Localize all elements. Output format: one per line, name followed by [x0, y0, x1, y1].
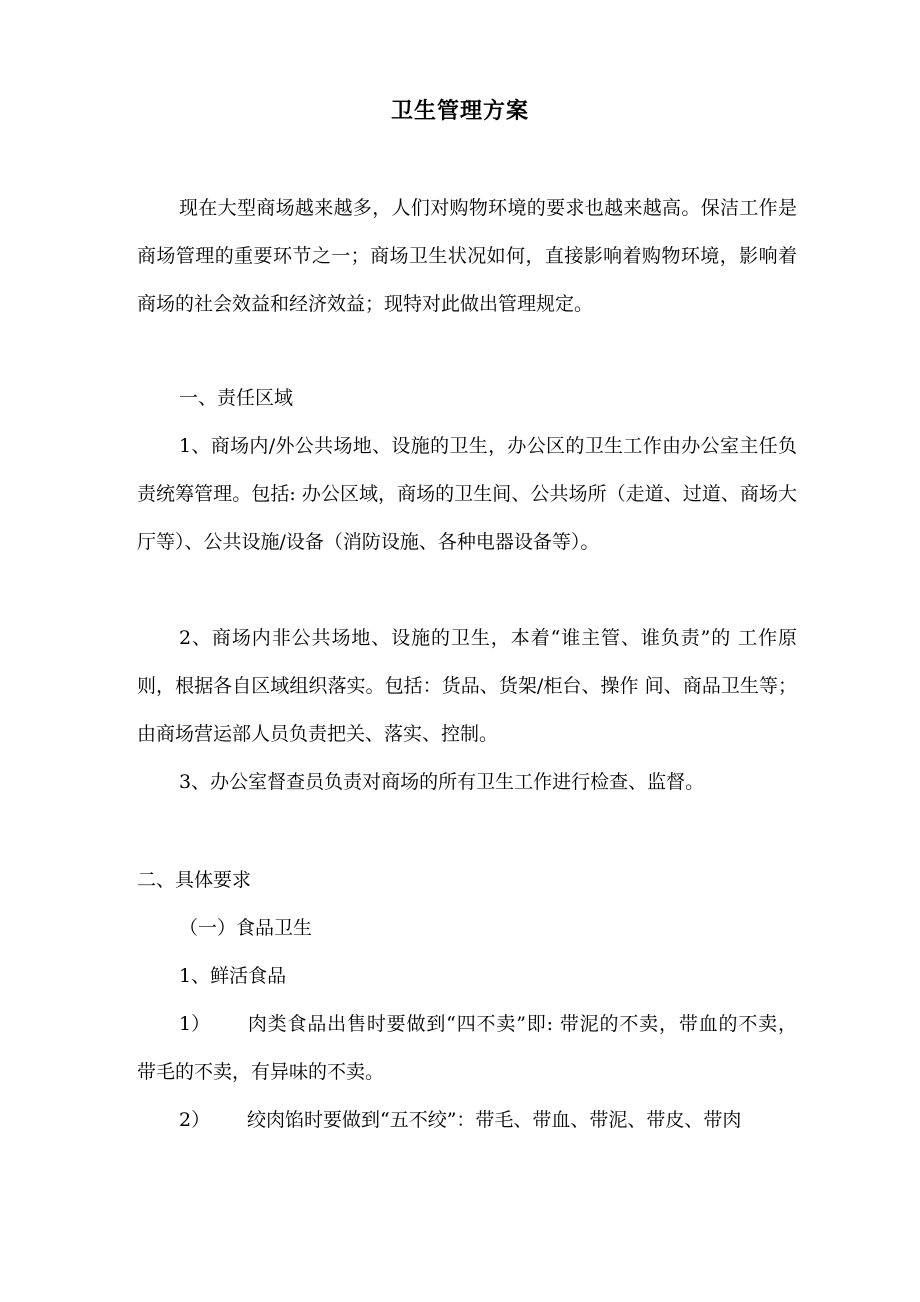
subsection-heading-fresh-food: 1、鲜活食品	[179, 965, 287, 987]
section-heading-requirements: 二、具体要求	[137, 869, 252, 891]
requirement-item-number: 2）	[179, 1109, 211, 1131]
document-title: 卫生管理方案	[390, 98, 529, 124]
requirement-item-text: 绞肉馅时要做到“五不绞”：带毛、带血、带泥、带皮、带肉	[247, 1109, 742, 1131]
responsibility-item-2: 2、商场内非公共场地、设施的卫生，本着“谁主管、谁负责”的 工作原则，根据各自区域组织落实。包括：货品、货架/柜台、操作 间、商品卫生等；由商场营运部人员负责把关、落实、控制。	[137, 627, 797, 745]
subsection-heading-food-hygiene: （一）食品卫生	[179, 917, 313, 939]
requirement-item-number: 1）	[179, 1013, 211, 1035]
requirement-item-2	[137, 1096, 797, 1144]
responsibility-item-3: 3、办公室督查员负责对商场的所有卫生工作进行检查、监督。	[179, 771, 705, 793]
responsibility-item-1: 1、商场内/外公共场地、设施的卫生，办公区的卫生工作由办公室主任负责统筹管理。包括: 办公区域，商场的卫生间、公共场所（走道、过道、商场大厅等）、公共设施/设备（消防设施、各种电器设备等）。	[137, 435, 797, 553]
requirement-item-1	[137, 1000, 797, 1096]
section-heading-responsibility: 一、责任区域	[179, 387, 294, 409]
intro-paragraph: 现在大型商场越来越多，人们对购物环境的要求也越来越高。保洁工作是商场管理的重要环节之一；商场卫生状况如何，直接影响着购物环境，影响着商场的社会效益和经济效益；现特对此做出管理规定。	[137, 197, 797, 315]
requirement-item-text: 肉类食品出售时要做到“四不卖”即: 带泥的不卖，带血的不卖， 带毛的不卖，有异味的不卖。	[137, 1013, 797, 1083]
